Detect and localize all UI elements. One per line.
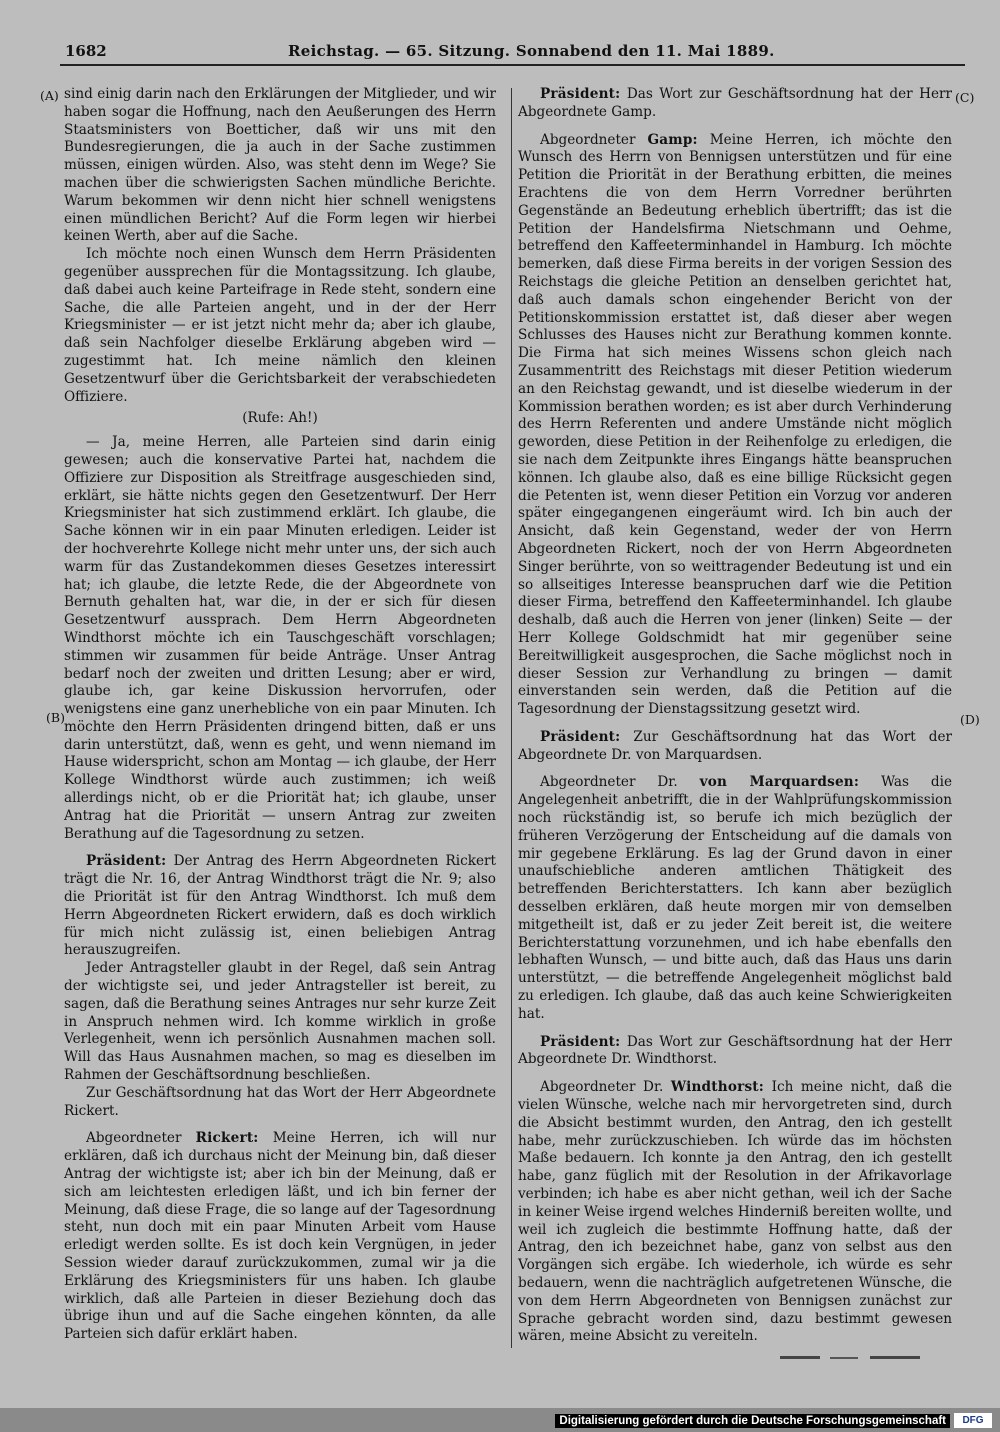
- speech-text: Was die Angelegenheit anbetrifft, die in der Wahlprüfungskommission noch rückständig ist, so berufe ich mich bezüglich der früheren Verzögerung der Entscheidung auf die damals von mir gegebene Erklärung. Es lag der Grund davon in einer unaufschiebliche anderen amtlichen Thätigkeit des betreffenden Berichterstatters. Ich kann aber bezüglich desselben erklären, daß heute morgen mir von demselben mitgetheilt ist, daß er zu jeder Zeit bereit ist, die weitere Berichterstattung vorzunehmen, und ich habe ebenfalls den lebhaften Wunsch, — und bitte auch, daß das Haus uns darin unterstützt, — die betreffende Angelegenheit möglichst bald zu erledigen. Ich glaube, daß das auch keine Schwierigkeiten hat.: [518, 774, 952, 1022]
- header-rule: [60, 64, 965, 66]
- margin-mark-d: (D): [960, 712, 980, 727]
- paragraph: — Ja, meine Herren, alle Parteien sind darin einig gewesen; auch die konservative Partei hat, nachdem die Offiziere zur Disposition als Streitfrage ausgeschieden sind, erklärt, sie hätte nichts gegen den Gesetzentwurf. Der Herr Kriegsminister hat sich zustimmend erklärt. Ich glaube, die Sache können wir in ein paar Minuten erledigen. Leider ist der hochverehrte Kollege nicht mehr unter uns, der sich auch warm für das Zustandekommen dieses Gesetzes interessirt hat; ich glaube, die letzte Rede, die der Abgeordnete von Bernuth gehalten hat, war die, in der er sich für diesen Gesetzentwurf aussprach. Dem Herrn Abgeordneten Windthorst möchte ich ein Tauschgeschäft vorschlagen; stimmen wir zusammen für beide Anträge. Unser Antrag bedarf noch der zweiten und dritten Lesung; aber er wird, glaube ich, gar keine Diskussion hervorrufen, oder wenigstens eine ganz unerhebliche von ein paar Minuten. Ich möchte den Herrn Präsidenten dringend bitten, daß er uns darin unterstützt, daß, wenn es geht, und wenn niemand im Hause widerspricht, schon am Montag — ich glaube, der Herr Kollege Windthorst würde auch zustimmen; ich weiß allerdings nicht, ob er die Priorität hat; ich glaube, unser Antrag hat die Priorität — unsern Antrag zur zweiten Berathung auf die Tagesordnung zu setzen.: [64, 434, 496, 842]
- left-column: [64, 86, 496, 1344]
- paragraph: [518, 1034, 952, 1070]
- page-header: [60, 42, 940, 62]
- paragraph: [64, 1130, 496, 1344]
- paragraph: [518, 1079, 952, 1346]
- column-divider: [511, 88, 512, 1348]
- speaker-name: Windthorst:: [670, 1079, 764, 1096]
- paragraph: sind einig darin nach den Erklärungen der Mitglieder, und wir haben sogar die Hoffnung, nach den Aeußerungen des Herrn Staatsministers von Boetticher, daß wir uns mit den Bundesregierungen, die ja auch in der Sache zustimmen müssen, einigen würden. Also, was steht denn im Wege? Sie machen über die schwierigsten Sachen mündliche Berichte. Warum bekommen wir denn nicht hier schnell wenigstens einen mündlichen Bericht? Auf die Form legen wir hierbei keinen Werth, aber auf die Sache.: [64, 86, 496, 245]
- footer-bar: [0, 1408, 1000, 1432]
- dfg-logo: DFG: [954, 1413, 992, 1428]
- speaker-name: Präsident:: [86, 853, 167, 870]
- running-title: Reichstag. — 65. Sitzung. Sonnabend den 11. Mai 1889.: [288, 42, 775, 60]
- print-artifact: [520, 1352, 940, 1366]
- paragraph: Jeder Antragsteller glaubt in der Regel, daß sein Antrag der wichtigste sei, und jeder Antragsteller ist bereit, zu sagen, daß die Berathung seines Antrages nur sehr kurze Zeit in Anspruch nehmen wird. Ich komme wirklich in große Verlegenheit, wenn ich persönlich Ausnahmen machen soll. Will das Haus Ausnahmen machen, so mag es dieselben im Rahmen der Geschäftsordnung beschließen.: [64, 960, 496, 1084]
- paragraph: Zur Geschäftsordnung hat das Wort der Herr Abgeordnete Rickert.: [64, 1084, 496, 1119]
- speech-text: Meine Herren, ich will nur erklären, daß ich durchaus nicht der Meinung bin, daß dieser Antrag der wichtigste ist; aber ich bin der Meinung, daß er sich am leichtesten erledigen läßt, und ich bin ferner der Meinung, daß diese Frage, die so lange auf der Tagesordnung steht, nun doch mit ein paar Minuten Arbeit vom Hause erledigt werden sollte. Es ist doch kein Vergnügen, in jeder Session wieder darauf zurückzukommen, zumal wir ja die Erklärung des Kriegsministers für uns haben. Ich glaube wirklich, daß alle Parteien in dieser Beziehung doch das übrige ihun und auf die Sache eingehen könnten, da alle Parteien sich dafür erklärt haben.: [64, 1130, 496, 1343]
- margin-mark-b: (B): [46, 710, 65, 725]
- page-number: 1682: [65, 42, 107, 60]
- speaker-prefix: Abgeordneter Dr.: [540, 1079, 664, 1096]
- right-column: [518, 86, 952, 1346]
- speech-text: Das Wort zur Geschäftsordnung hat der Herr Abgeordnete Gamp.: [518, 86, 952, 120]
- speaker-name: Präsident:: [540, 728, 621, 745]
- speaker-name: Gamp:: [647, 131, 698, 148]
- speaker-prefix: Abgeordneter: [86, 1130, 182, 1147]
- speaker-name: Präsident:: [540, 86, 621, 102]
- paragraph: Ich möchte noch einen Wunsch dem Herrn Präsidenten gegenüber aussprechen für die Montagssitzung. Ich glaube, daß dabei auch keine Parteifrage in Rede steht, sondern eine Sache, die alle Parteien angeht, und in der der Herr Kriegsminister — er ist jetzt nicht mehr da; aber ich glaube, daß sein Nachfolger dieselbe Erklärung abgeben wird — zugestimmt hat. Ich meine nämlich den kleinen Gesetzentwurf über die Gerichtsbarkeit der verabschiedeten Offiziere.: [64, 246, 496, 405]
- speech-text: Der Antrag des Herrn Abgeordneten Rickert trägt die Nr. 16, der Antrag Windthorst trägt die Nr. 9; also die Priorität ist für den Antrag Windthorst. Ich muß dem Herrn Abgeordneten Rickert erwidern, daß es doch wirklich für mich nicht zulässig ist, einen beliebigen Antrag herauszugreifen.: [64, 853, 496, 959]
- speaker-name: von Marquardsen:: [699, 774, 860, 791]
- paragraph: [518, 774, 952, 1023]
- speaker-name: Präsident:: [540, 1033, 621, 1050]
- paragraph: [518, 132, 952, 719]
- paragraph: [64, 853, 496, 960]
- speaker-prefix: Abgeordneter Dr.: [540, 774, 678, 791]
- speech-text: Ich meine nicht, daß die vielen Wünsche, welche nach mir hervorgetreten sind, durch die Absicht bestimmt wurden, den Antrag, den ich gestellt habe, mehr zurückzuschieben. Ich würde das im höchsten Maße bedauern. Ich konnte ja den Antrag, den ich gestellt habe, ganz füglich mit der Resolution in der Afrikavorlage verbinden; ich habe es aber nicht gethan, weil ich der Sache in keiner Weise irgend welches Hinderniß bereiten wollte, und weil ich zugleich die bestimmte Hoffnung hatte, daß der Antrag, den ich bezeichnet habe, ganz von selbst aus den Vorgängen sich ergäbe. Ich wiederhole, ich würde es sehr bedauern, wenn die nachträglich aufgetretenen Wünsche, die von dem Herrn Abgeordneten von Bennigsen zunächst zur Sprache gebracht worden sind, dazu bestimmt gewesen wären, meine Absicht zu vereiteln.: [518, 1079, 953, 1345]
- speech-text: Das Wort zur Geschäftsordnung hat der Herr Abgeordnete Dr. Windthorst.: [518, 1033, 952, 1068]
- paragraph: [518, 86, 952, 122]
- speech-text: Zur Geschäftsordnung hat das Wort der Abgeordnete Dr. von Marquardsen.: [518, 728, 952, 763]
- speaker-name: Rickert:: [195, 1130, 259, 1147]
- paragraph: [518, 729, 952, 765]
- margin-mark-a: (A): [40, 88, 59, 103]
- speech-text: Meine Herren, ich möchte den Wunsch des Herrn von Bennigsen unterstützen und für eine Petition die Priorität in der Berathung erbitten, die meines Erachtens die von dem Herrn Vorredner berührten Gegenstände an Bedeutung erheblich übertrifft; das ist die Petition der Handelsfirma Nietschmann und Oehme, betreffend den Kaffeeterminhandel in Hamburg. Ich möchte bemerken, daß diese Firma bereits in der vorigen Session des Reichstags die gleiche Petition an denselben gerichtet hat, daß auch damals schon eingehender Bericht von der Petitionskommission erstattet ist, daß dieser aber wegen Schlusses des Hauses nicht zur Berathung kommen konnte. Die Firma hat sich meines Wissens schon gleich nach Zusammentritt des Reichstags mit dieser Petition wiederum an den Reichstag gewandt, und ist dieselbe wiederum in der Kommission berathen worden; es ist aber durch Verhinderung des Herrn Referenten und andere Umstände nicht möglich geworden, diese Petition in der Reihenfolge zu erledigen, die sie nach dem Zeitpunkte ihres Eingangs hätte beanspruchen können. Ich glaube also, daß es eine billige Rücksicht gegen die Petenten ist, wenn dieser Petition ein Vorzug vor anderen später eingegangenen eingeräumt wird. Ich bin auch der Ansicht, daß kein Gegenstand, weder der von Herrn Abgeordneten Rickert, noch der von Herrn Abgeordneten Singer berührte, von so weittragender Bedeutung ist und ein so allseitiges Interesse beanspruchen darf wie die Petition dieser Firma, betreffend den Kaffeeterminhandel. Ich glaube deshalb, daß auch die Herren von jener (linken) Seite — der Herr Kollege Goldschmidt hat mir gegenüber seine Bereitwilligkeit ausgesprochen, die Sache möglichst noch in dieser Session zur Verhandlung zu bringen — damit einverstanden sein werden, daß die Petition auf die Tagesordnung der Dienstagssitzung gesetzt wird.: [518, 131, 952, 718]
- speaker-prefix: Abgeordneter: [540, 131, 636, 148]
- funding-credit: Digitalisierung gefördert durch die Deutsche Forschungsgemeinschaft: [555, 1414, 950, 1428]
- margin-mark-c: (C): [955, 90, 975, 105]
- interjection: (Rufe: Ah!): [242, 410, 318, 427]
